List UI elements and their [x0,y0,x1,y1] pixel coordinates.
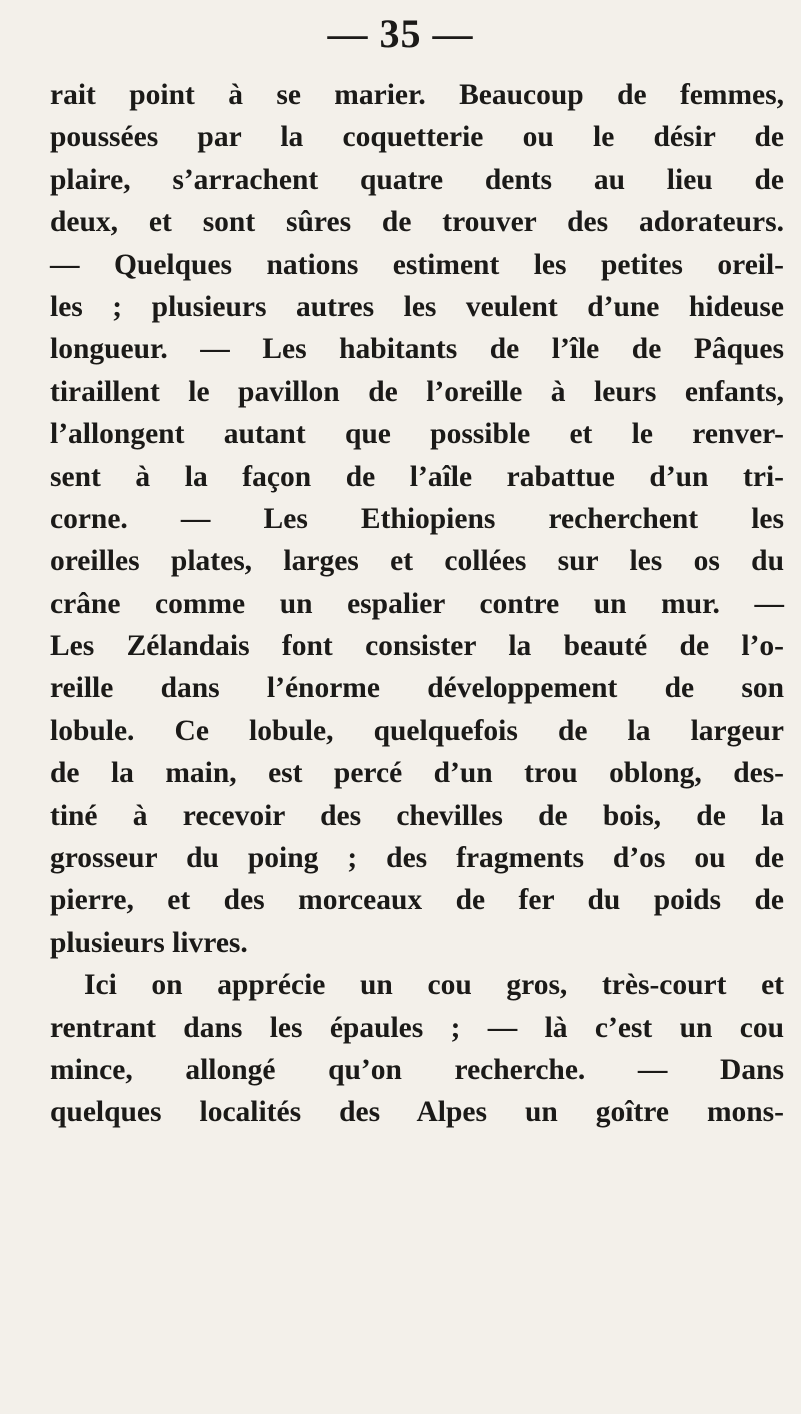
text-line: de la main, est percé d’un trou oblong, des- [50,757,784,790]
text-line: deux, et sont sûres de trouver des adorateurs. [50,206,784,239]
text-line: reille dans l’énorme développement de son [50,672,784,705]
text-line: longueur. — Les habitants de l’île de Pâques [50,333,784,366]
text-line: oreilles plates, larges et collées sur les os du [50,545,784,578]
text-line: rentrant dans les épaules ; — là c’est un cou [50,1011,784,1044]
text-line: — Quelques nations estiment les petites oreil- [50,248,784,281]
text-line: quelques localités des Alpes un goître mons- [50,1096,784,1129]
text-line: les ; plusieurs autres les veulent d’une hideuse [50,290,784,323]
text-line: poussées par la coquetterie ou le désir de [50,121,784,154]
text-line: crâne comme un espalier contre un mur. — [50,587,784,620]
text-line: lobule. Ce lobule, quelquefois de la largeur [50,714,784,747]
body-text [50,74,784,1134]
text-line: grosseur du poing ; des fragments d’os ou de [50,842,784,875]
text-line: Les Zélandais font consister la beauté de l’o- [50,630,784,663]
text-line: mince, allongé qu’on recherche. — Dans [50,1053,784,1086]
text-line: sent à la façon de l’aîle rabattue d’un tri- [50,460,784,493]
text-line: rait point à se marier. Beaucoup de femmes, [50,79,784,111]
page-number: — 35 — [327,11,474,56]
text-line: pierre, et des morceaux de fer du poids de [50,884,784,917]
text-line: tiraillent le pavillon de l’oreille à leurs enfants, [50,375,784,408]
text-line: tiné à recevoir des chevilles de bois, de la [50,799,784,832]
text-line: l’allongent autant que possible et le renver- [50,418,784,451]
text-line: corne. — Les Ethiopiens recherchent les [50,502,784,535]
text-line: plaire, s’arrachent quatre dents au lieu de [50,163,784,196]
paragraph-start-line: Ici on apprécie un cou gros, très-court et [84,969,784,1002]
paragraph-end-line: plusieurs livres. [50,926,248,959]
